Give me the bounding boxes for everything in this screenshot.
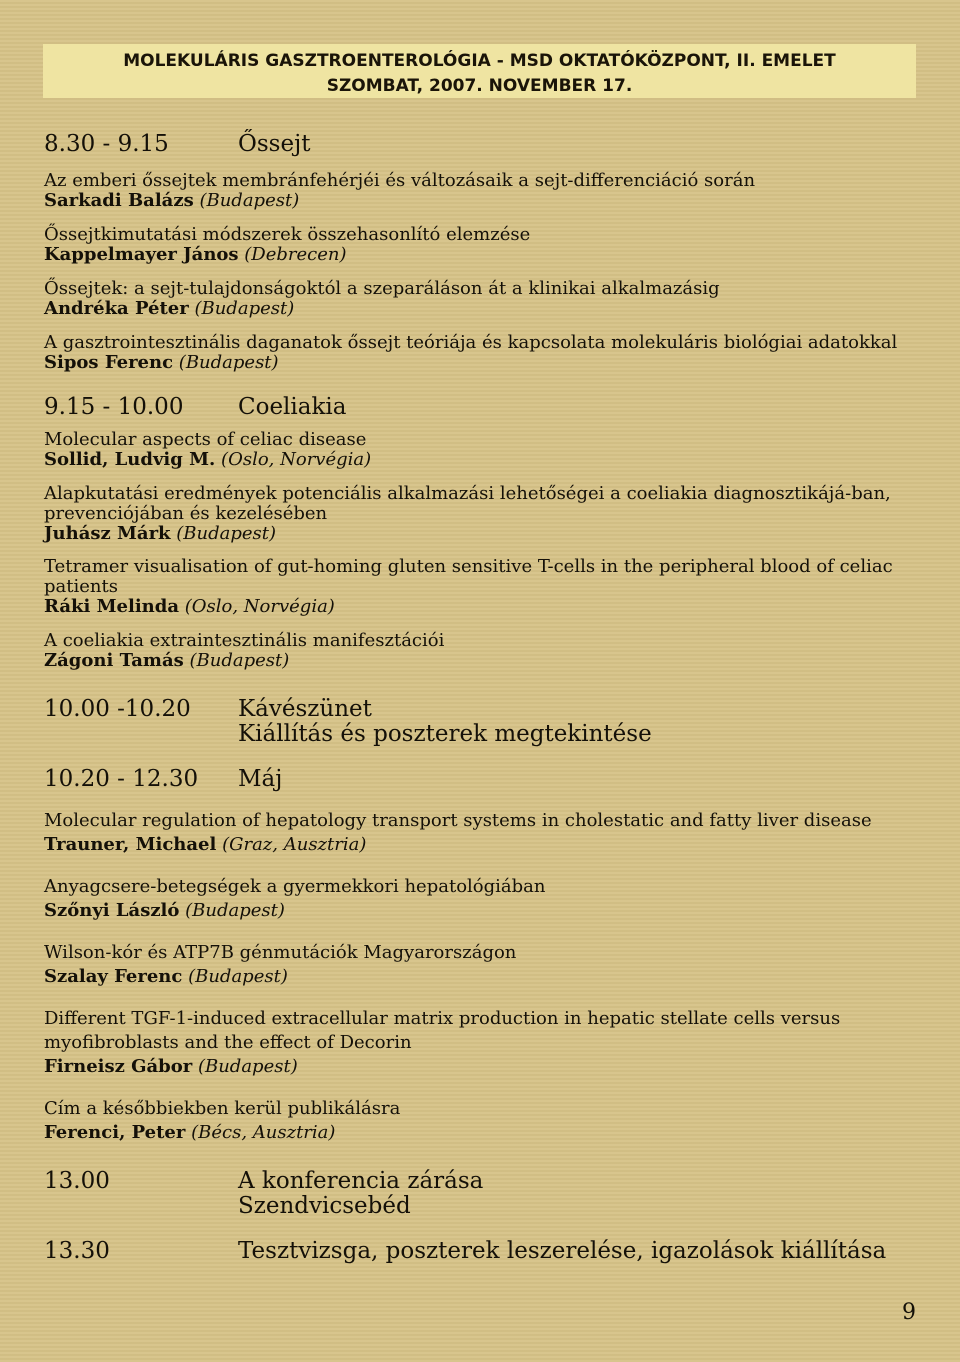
speaker-name: Kappelmayer János (44, 244, 239, 265)
talk-item (44, 631, 924, 671)
final-time-slot (44, 1239, 924, 1264)
speaker-name: Szalay Ferenc (44, 966, 183, 987)
speaker-location: (Budapest) (188, 966, 288, 987)
talk-title: Different TGF-1-induced extracellular matrix production in hepatic stellate cells versus myofibroblasts and the effect of Decorin (44, 1008, 841, 1053)
talk-item (44, 941, 924, 989)
break-line-1: Kávészünet (238, 696, 372, 722)
speaker-location: (Budapest) (189, 650, 290, 671)
talk-title: Cím a későbbiekben kerül publikálásra (44, 1098, 401, 1119)
closing-time: 13.00 (44, 1168, 110, 1194)
talk-title: Őssejtkimutatási módszerek összehasonlító elemzése (44, 224, 531, 245)
closing-title (238, 1169, 924, 1219)
talk-item (44, 1097, 924, 1145)
header-venue: MOLEKULÁRIS GASZTROENTEROLÓGIA - MSD OKTATÓKÖZPONT, II. EMELET (123, 51, 836, 71)
talk-title: Tetramer visualisation of gut-homing gluten sensitive T-cells in the peripheral blood of celiac patients (44, 556, 893, 597)
break-line-2: Kiállítás és poszterek megtekintése (238, 721, 652, 747)
talk-item (44, 484, 924, 544)
session-title: Coeliakia (238, 394, 347, 420)
page-header (43, 44, 916, 98)
talk-item (44, 171, 924, 211)
talk-item (44, 225, 924, 265)
closing-time-slot (44, 1169, 924, 1219)
final-title: Tesztvizsga, poszterek leszerelése, igazolások kiállítása (238, 1238, 887, 1264)
talk-title: Az emberi őssejtek membránfehérjéi és változásaik a sejt-differenciáció során (44, 170, 756, 191)
speaker-location: (Budapest) (197, 1056, 298, 1077)
talk-item (44, 875, 924, 923)
talk-item (44, 279, 924, 319)
speaker-name: Ferenci, Peter (44, 1122, 186, 1143)
session-title: Őssejt (238, 131, 311, 157)
speaker-name: Firneisz Gábor (44, 1056, 193, 1077)
speaker-location: (Debrecen) (244, 244, 347, 265)
talk-title: Alapkutatási eredmények potenciális alkalmazási lehetőségei a coeliakia diagnosztikájá-ban, prevenciójában és kezelésében (44, 483, 891, 524)
break-title (238, 697, 924, 747)
speaker-location: (Budapest) (185, 900, 285, 921)
talk-item (44, 430, 924, 470)
talk-speaker (44, 1121, 924, 1145)
talk-speaker (44, 191, 924, 211)
session-time-slot (44, 767, 924, 792)
speaker-location: (Oslo, Norvégia) (221, 449, 372, 470)
program-content (44, 132, 924, 1264)
speaker-name: Ráki Melinda (44, 596, 179, 617)
speaker-name: Juhász Márk (44, 523, 171, 544)
session-title: Máj (238, 766, 283, 792)
session-time-slot (44, 395, 924, 420)
break-time-slot (44, 697, 924, 747)
talk-speaker (44, 651, 924, 671)
session-time: 9.15 - 10.00 (44, 394, 184, 420)
speaker-location: (Graz, Ausztria) (222, 834, 367, 855)
speaker-name: Sarkadi Balázs (44, 190, 194, 211)
talk-item (44, 1007, 924, 1079)
talk-speaker (44, 353, 924, 373)
talk-speaker (44, 1055, 924, 1079)
speaker-location: (Budapest) (176, 523, 277, 544)
talk-title: A coeliakia extraintesztinális manifesztációi (44, 630, 445, 651)
break-time: 10.00 -10.20 (44, 696, 191, 722)
speaker-name: Trauner, Michael (44, 834, 217, 855)
session-time: 8.30 - 9.15 (44, 131, 169, 157)
talk-speaker (44, 450, 924, 470)
closing-line-1: A konferencia zárása (238, 1168, 484, 1194)
talk-title: Wilson-kór és ATP7B génmutációk Magyarországon (44, 942, 517, 963)
speaker-location: (Budapest) (199, 190, 300, 211)
talk-speaker (44, 524, 924, 544)
speaker-name: Andréka Péter (44, 298, 189, 319)
header-date: SZOMBAT, 2007. NOVEMBER 17. (326, 76, 633, 96)
talk-speaker (44, 299, 924, 319)
talk-title: Őssejtek: a sejt-tulajdonságoktól a szeparáláson át a klinikai alkalmazásig (44, 278, 720, 299)
talk-item (44, 809, 924, 857)
talk-title: Anyagcsere-betegségek a gyermekkori hepatológiában (44, 876, 546, 897)
talk-title: A gasztrointesztinális daganatok őssejt teóriája és kapcsolata molekuláris biológiai adatokkal (44, 332, 898, 353)
talk-speaker (44, 597, 924, 617)
closing-line-2: Szendvicsebéd (238, 1193, 411, 1219)
speaker-location: (Budapest) (178, 352, 279, 373)
speaker-name: Sollid, Ludvig M. (44, 449, 216, 470)
speaker-name: Zágoni Tamás (44, 650, 184, 671)
session-time: 10.20 - 12.30 (44, 766, 199, 792)
talk-speaker (44, 833, 924, 857)
talk-speaker (44, 965, 924, 989)
talk-item (44, 333, 924, 373)
speaker-location: (Oslo, Norvégia) (184, 596, 335, 617)
speaker-location: (Budapest) (194, 298, 295, 319)
speaker-name: Szőnyi László (44, 900, 180, 921)
talk-title: Molecular regulation of hepatology transport systems in cholestatic and fatty liver disease (44, 810, 872, 831)
speaker-name: Sipos Ferenc (44, 352, 174, 373)
final-time: 13.30 (44, 1238, 110, 1264)
speaker-location: (Bécs, Ausztria) (191, 1122, 336, 1143)
session-time-slot (44, 132, 924, 157)
page-number: 9 (902, 1300, 916, 1325)
talk-title: Molecular aspects of celiac disease (44, 429, 367, 450)
talk-speaker (44, 245, 924, 265)
talk-speaker (44, 899, 924, 923)
talk-item (44, 557, 924, 617)
